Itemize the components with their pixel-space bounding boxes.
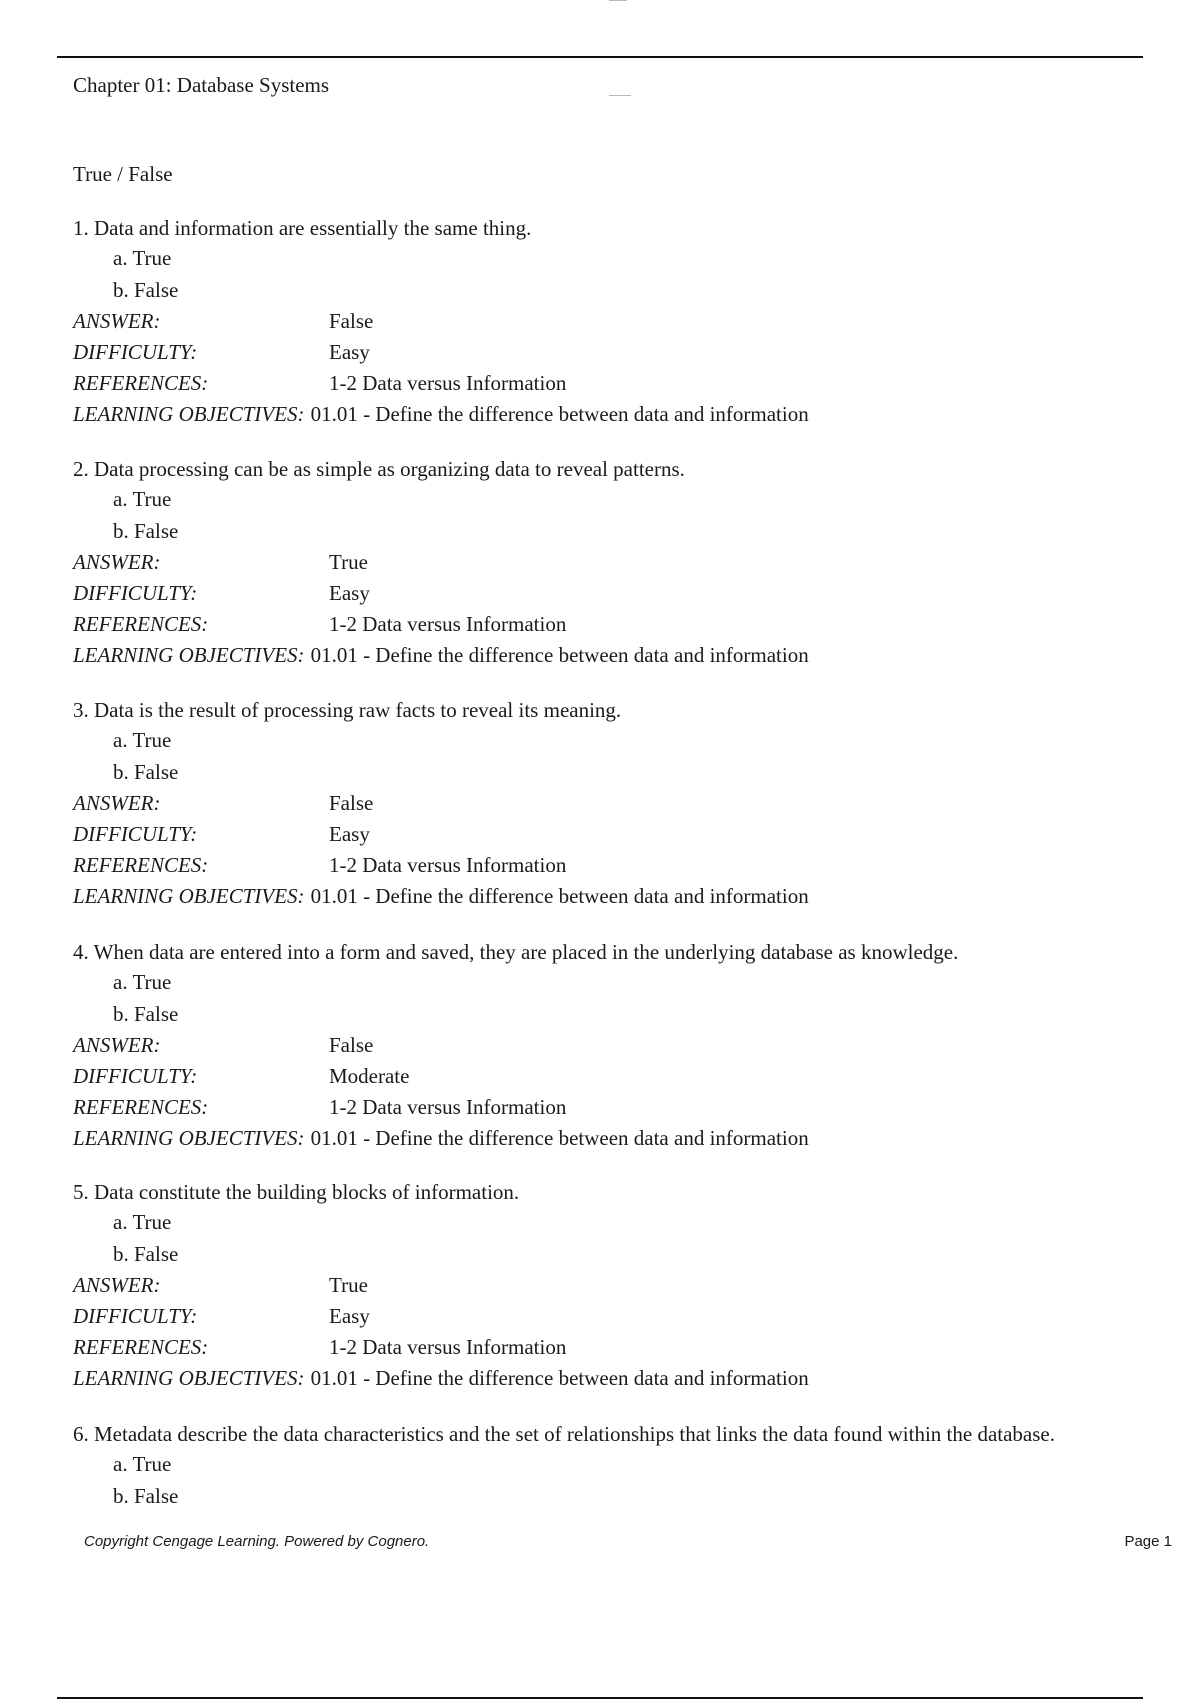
difficulty-row: [73, 1061, 1133, 1092]
references-row: [73, 1332, 1133, 1363]
difficulty-label: DIFFICULTY:: [73, 1064, 198, 1088]
question-text: 1. Data and information are essentially the same thing.: [73, 216, 532, 240]
difficulty-row: [73, 578, 1133, 609]
learning-objectives-value: 01.01 - Define the difference between data and information: [310, 643, 809, 667]
references-label: REFERENCES:: [73, 1095, 209, 1119]
difficulty-value: Easy: [329, 581, 370, 605]
learning-objectives-label: LEARNING OBJECTIVES:: [73, 402, 305, 426]
difficulty-value: Moderate: [329, 1064, 410, 1088]
references-row: [73, 850, 1133, 881]
answer-label: ANSWER:: [73, 309, 161, 333]
references-label: REFERENCES:: [73, 1335, 209, 1359]
choice-a: a. True: [113, 487, 172, 511]
references-label: REFERENCES:: [73, 371, 209, 395]
answer-label: ANSWER:: [73, 550, 161, 574]
learning-objectives-label: LEARNING OBJECTIVES:: [73, 1126, 305, 1150]
learning-objectives-row: [73, 640, 1133, 671]
answer-row: [73, 1030, 1133, 1061]
learning-objectives-row: [73, 881, 1133, 912]
answer-label: ANSWER:: [73, 1273, 161, 1297]
learning-objectives-value: 01.01 - Define the difference between data and information: [310, 1126, 809, 1150]
choice-b: b. False: [113, 760, 179, 784]
question-text: 5. Data constitute the building blocks of information.: [73, 1180, 520, 1204]
learning-objectives-label: LEARNING OBJECTIVES:: [73, 884, 305, 908]
answer-label: ANSWER:: [73, 1033, 161, 1057]
question-block: [73, 1178, 1133, 1394]
question-text: 4. When data are entered into a form and saved, they are placed in the underlying database as knowledge.: [73, 940, 959, 964]
choice-b: b. False: [113, 1484, 179, 1508]
references-row: [73, 368, 1133, 399]
choice-b: b. False: [113, 278, 179, 302]
header-mark: [609, 95, 631, 96]
learning-objectives-value: 01.01 - Define the difference between data and information: [310, 1366, 809, 1390]
references-value: 1-2 Data versus Information: [329, 853, 567, 877]
references-value: 1-2 Data versus Information: [329, 1335, 567, 1359]
references-label: REFERENCES:: [73, 612, 209, 636]
learning-objectives-value: 01.01 - Define the difference between data and information: [310, 884, 809, 908]
choice-b: b. False: [113, 1242, 179, 1266]
bottom-rule: [57, 1697, 1143, 1699]
difficulty-row: [73, 1301, 1133, 1332]
question-block: [73, 938, 1133, 1154]
learning-objectives-label: LEARNING OBJECTIVES:: [73, 1366, 305, 1390]
answer-value: True: [329, 550, 368, 574]
references-value: 1-2 Data versus Information: [329, 612, 567, 636]
difficulty-label: DIFFICULTY:: [73, 581, 198, 605]
answer-value: False: [329, 1033, 374, 1057]
difficulty-label: DIFFICULTY:: [73, 822, 198, 846]
difficulty-label: DIFFICULTY:: [73, 1304, 198, 1328]
question-block: [73, 696, 1133, 912]
references-value: 1-2 Data versus Information: [329, 1095, 567, 1119]
choice-a: a. True: [113, 970, 172, 994]
answer-value: False: [329, 791, 374, 815]
difficulty-row: [73, 819, 1133, 850]
references-value: 1-2 Data versus Information: [329, 371, 567, 395]
answer-row: [73, 1270, 1133, 1301]
choice-a: a. True: [113, 728, 172, 752]
header-mark: [609, 0, 627, 1]
section-title: True / False: [73, 162, 173, 186]
question-block: [73, 455, 1133, 671]
page-number: Page 1: [1124, 1533, 1172, 1550]
references-row: [73, 1092, 1133, 1123]
choice-a: a. True: [113, 1452, 172, 1476]
references-row: [73, 609, 1133, 640]
question-text: 3. Data is the result of processing raw facts to reveal its meaning.: [73, 698, 622, 722]
difficulty-row: [73, 337, 1133, 368]
answer-row: [73, 306, 1133, 337]
choice-b: b. False: [113, 1002, 179, 1026]
difficulty-label: DIFFICULTY:: [73, 340, 198, 364]
question-text: 2. Data processing can be as simple as organizing data to reveal patterns.: [73, 457, 685, 481]
learning-objectives-row: [73, 1363, 1133, 1394]
copyright-notice: Copyright Cengage Learning. Powered by Cognero.: [84, 1533, 430, 1550]
learning-objectives-row: [73, 1123, 1133, 1154]
chapter-title: Chapter 01: Database Systems: [73, 73, 330, 97]
answer-value: False: [329, 309, 374, 333]
question-block: [73, 214, 1133, 430]
learning-objectives-label: LEARNING OBJECTIVES:: [73, 643, 305, 667]
question-text: 6. Metadata describe the data characteristics and the set of relationships that links the data found within the database.: [73, 1422, 1055, 1446]
question-block: [73, 1420, 1133, 1512]
answer-label: ANSWER:: [73, 791, 161, 815]
answer-row: [73, 788, 1133, 819]
learning-objectives-value: 01.01 - Define the difference between data and information: [310, 402, 809, 426]
answer-row: [73, 547, 1133, 578]
choice-a: a. True: [113, 246, 172, 270]
choice-a: a. True: [113, 1210, 172, 1234]
learning-objectives-row: [73, 399, 1133, 430]
difficulty-value: Easy: [329, 822, 370, 846]
answer-value: True: [329, 1273, 368, 1297]
difficulty-value: Easy: [329, 1304, 370, 1328]
references-label: REFERENCES:: [73, 853, 209, 877]
choice-b: b. False: [113, 519, 179, 543]
difficulty-value: Easy: [329, 340, 370, 364]
top-rule: [57, 56, 1143, 58]
